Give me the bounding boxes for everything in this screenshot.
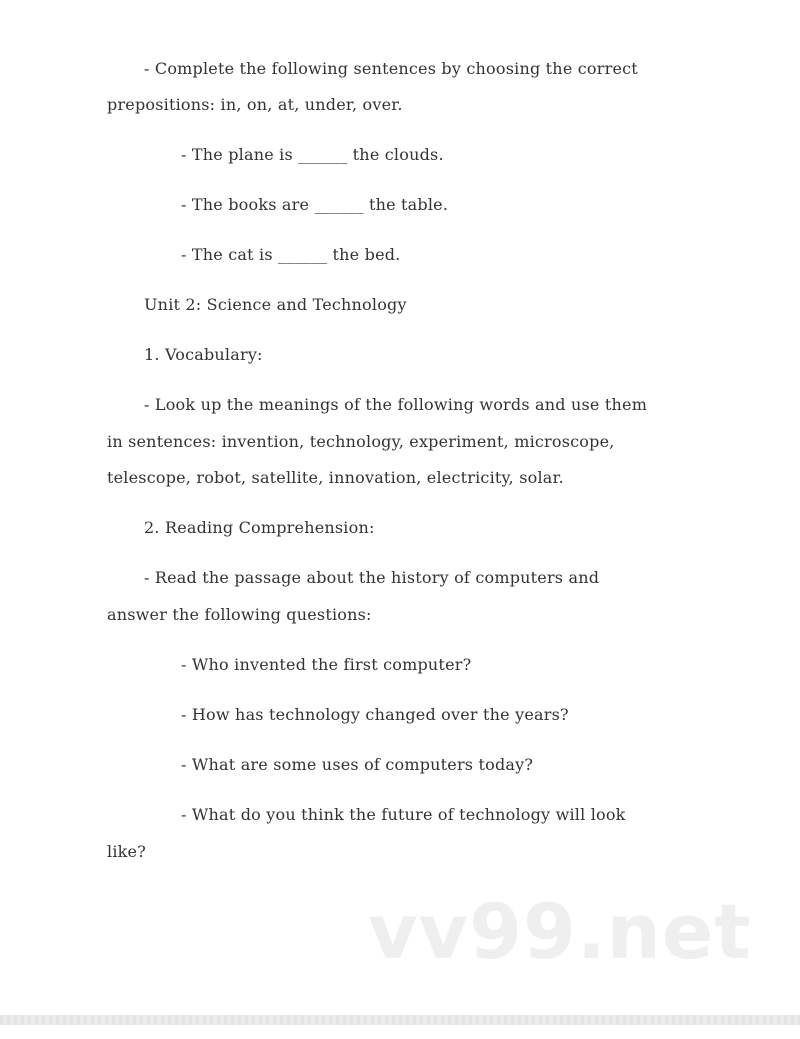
exercise-item-books: - The books are ______ the table. <box>181 195 449 214</box>
instruction-prepositions: - Complete the following sentences by choosing the correct <box>144 59 638 78</box>
reading-instruction: - Read the passage about the history of computers and <box>144 568 600 587</box>
exercise-item-plane: - The plane is ______ the clouds. <box>181 145 444 164</box>
vocabulary-instruction: - Look up the meanings of the following words and use them <box>144 395 648 414</box>
reading-instruction-cont: answer the following questions: <box>107 605 372 624</box>
instruction-prepositions-cont: prepositions: in, on, at, under, over. <box>107 95 403 114</box>
question-item-change: - How has technology changed over the years? <box>181 705 569 724</box>
page-bottom-divider <box>0 1015 800 1025</box>
vocabulary-instruction-cont-1: in sentences: invention, technology, experiment, microscope, <box>107 432 615 451</box>
question-item-inventor: - Who invented the first computer? <box>181 655 472 674</box>
exercise-item-cat: - The cat is ______ the bed. <box>181 245 401 264</box>
unit-heading: Unit 2: Science and Technology <box>144 295 407 314</box>
next-page-edge <box>0 1025 800 1039</box>
vocabulary-instruction-cont-2: telescope, robot, satellite, innovation, electricity, solar. <box>107 468 564 487</box>
section-reading-heading: 2. Reading Comprehension: <box>144 518 375 537</box>
watermark-logo: vv99.net <box>368 887 752 976</box>
question-item-future-cont: like? <box>107 842 146 861</box>
question-item-uses: - What are some uses of computers today? <box>181 755 534 774</box>
question-item-future: - What do you think the future of technology will look <box>181 805 626 824</box>
section-vocabulary-heading: 1. Vocabulary: <box>144 345 263 364</box>
